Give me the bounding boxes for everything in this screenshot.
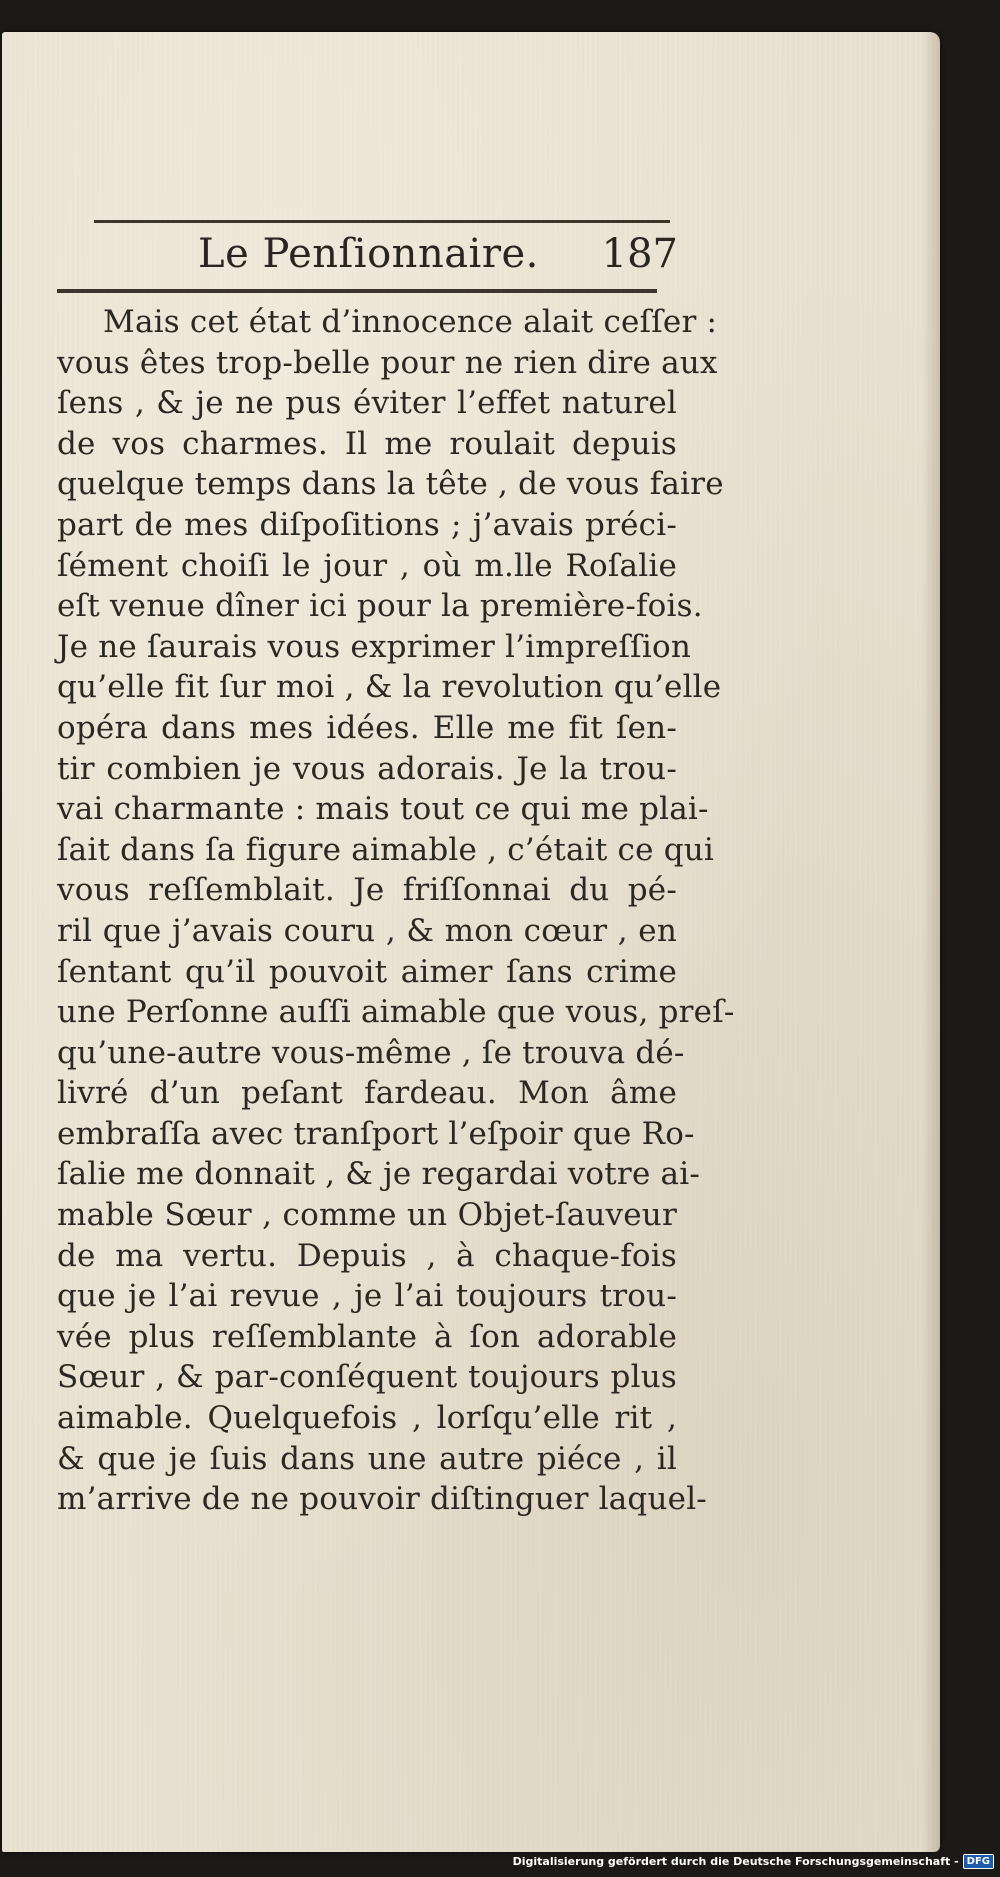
digitization-credit	[513, 1851, 994, 1871]
text-line: que je l’ai revue , je l’ai toujours trou-	[57, 1278, 677, 1315]
text-line: part de mes diſpoſitions ; j’avais préci-	[57, 506, 677, 543]
text-line: Je ne ſaurais vous exprimer l’impreſſion	[57, 628, 691, 665]
text-line: ſait dans ſa figure aimable , c’était ce qui	[57, 831, 715, 868]
text-line: ſentant qu’il pouvoit aimer ſans crime	[57, 953, 677, 990]
text-line: de ma vertu. Depuis , à chaque-fois	[57, 1237, 677, 1274]
text-line: une Perſonne auſſi aimable que vous, preſ-	[57, 994, 735, 1031]
text-line: vous êtes trop-belle pour ne rien dire aux	[57, 344, 718, 381]
body-text	[57, 302, 735, 1520]
text-line: ſens , & je ne pus éviter l’effet naturel	[57, 385, 677, 422]
text-line: mable Sœur , comme un Objet-ſauveur	[57, 1197, 677, 1234]
text-line: aimable. Quelquefois , lorſqu’elle rit ,	[57, 1400, 677, 1437]
text-line: qu’elle fit ſur moi , & la revolution qu’elle	[57, 669, 722, 706]
text-line: Sœur , & par-conſéquent toujours plus	[57, 1359, 677, 1396]
text-line: ſément choiſi le jour , où m.lle Roſalie	[57, 547, 677, 584]
text-line: ril que j’avais couru , & mon cœur , en	[57, 912, 677, 949]
text-line: eſt venue dîner ici pour la première-fois.	[57, 588, 703, 625]
page-number: 187	[601, 231, 678, 277]
text-line: ſalie me donnait , & je regardai votre ai-	[57, 1156, 701, 1193]
text-line: qu’une-autre vous-même , ſe trouva dé-	[57, 1034, 685, 1071]
text-line: embraſſa avec tranſport l’eſpoir que Ro-	[57, 1115, 695, 1152]
text-line: vai charmante : mais tout ce qui me plai-	[57, 791, 709, 828]
text-line: & que je ſuis dans une autre piéce , il	[57, 1440, 677, 1477]
header-rule-bottom	[57, 289, 657, 293]
text-line: Mais cet état d’innocence alait ceſſer :	[103, 304, 718, 340]
dfg-logo-icon: DFG	[963, 1854, 994, 1869]
text-line: quelque temps dans la tête , de vous faire	[57, 466, 724, 503]
running-title: Le Penſionnaire.	[198, 231, 539, 277]
text-line: de vos charmes. Il me roulait depuis	[57, 425, 677, 462]
text-line: m’arrive de ne pouvoir diſtinguer laquel-	[57, 1481, 707, 1518]
book-page	[2, 32, 940, 1852]
header-rule-top	[94, 220, 670, 223]
running-head	[198, 226, 678, 286]
text-line: vous reſſemblait. Je friſſonnai du pé-	[57, 872, 677, 909]
text-line: tir combien je vous adorais. Je la trou-	[57, 750, 677, 787]
credit-text: Digitalisierung gefördert durch die Deutsche Forschungsgemeinschaft -	[512, 1854, 959, 1868]
text-line: livré d’un peſant fardeau. Mon âme	[57, 1075, 677, 1112]
text-line: vée plus reſſemblante à ſon adorable	[57, 1318, 677, 1355]
text-line: opéra dans mes idées. Elle me fit ſen-	[57, 709, 677, 746]
